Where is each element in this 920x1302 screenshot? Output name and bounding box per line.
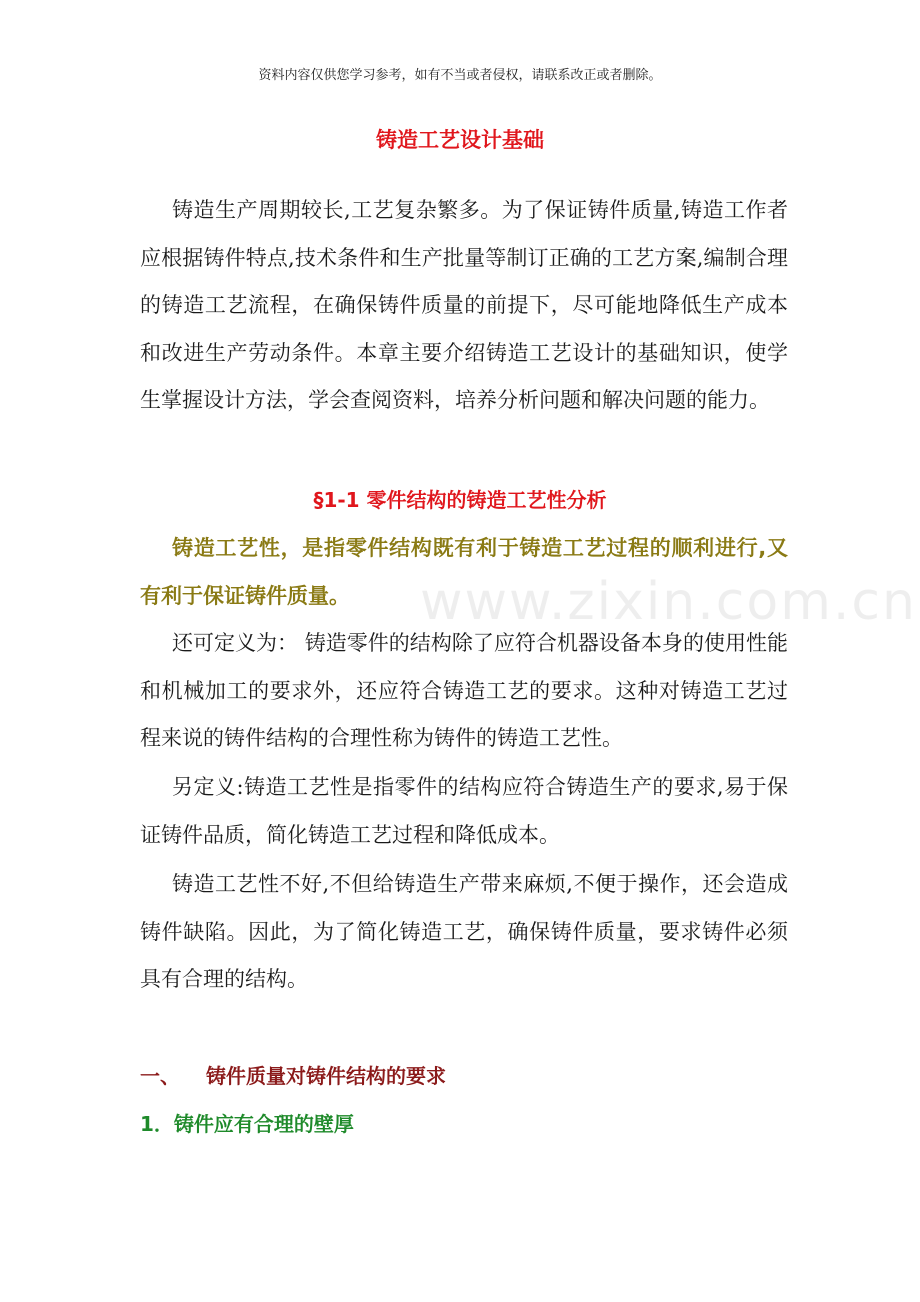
document-title: 铸造工艺设计基础 [376, 128, 544, 152]
chapter-heading-number: 一、 [140, 1064, 180, 1088]
subsection-heading: 1．铸件应有合理的壁厚 [140, 1112, 354, 1136]
disclaimer-header: 资料内容仅供您学习参考，如有不当或者侵权，请联系改正或者删除。 [258, 68, 662, 83]
chapter-heading-text: 铸件质量对铸件结构的要求 [206, 1064, 446, 1088]
definition-other-paragraph: 另定义:铸造工艺性是指零件的结构应符合铸造生产的要求,易于保证铸件品质，简化铸造工艺过程和降低成本。 [140, 775, 788, 847]
consequence-paragraph: 铸造工艺性不好,不但给铸造生产带来麻烦,不便于操作，还会造成铸件缺陷。因此，为了简化铸造工艺，确保铸件质量，要求铸件必须具有合理的结构。 [140, 872, 788, 991]
definition-main-paragraph: 铸造工艺性，是指零件结构既有利于铸造工艺过程的顺利进行,又有利于保证铸件质量。 [140, 536, 788, 608]
definition-alt-paragraph: 还可定义为： 铸造零件的结构除了应符合机器设备本身的使用性能和机械加工的要求外，还应符合铸造工艺的要求。这种对铸造工艺过程来说的铸件结构的合理性称为铸件的铸造工艺性。 [140, 631, 788, 750]
watermark: www.zixin.com.cn [420, 572, 917, 632]
section-title: §1-1 零件结构的铸造工艺性分析 [313, 488, 607, 512]
chapter-heading [140, 1060, 446, 1089]
intro-paragraph: 铸造生产周期较长,工艺复杂繁多。为了保证铸件质量,铸造工作者应根据铸件特点,技术条件和生产批量等制订正确的工艺方案,编制合理的铸造工艺流程，在确保铸件质量的前提下，尽可能地降低生产成本和改进生产劳动条件。本章主要介绍铸造工艺设计的基础知识，使学生掌握设计方法，学会查阅资料，培养分析问题和解决问题的能力。 [140, 198, 788, 412]
